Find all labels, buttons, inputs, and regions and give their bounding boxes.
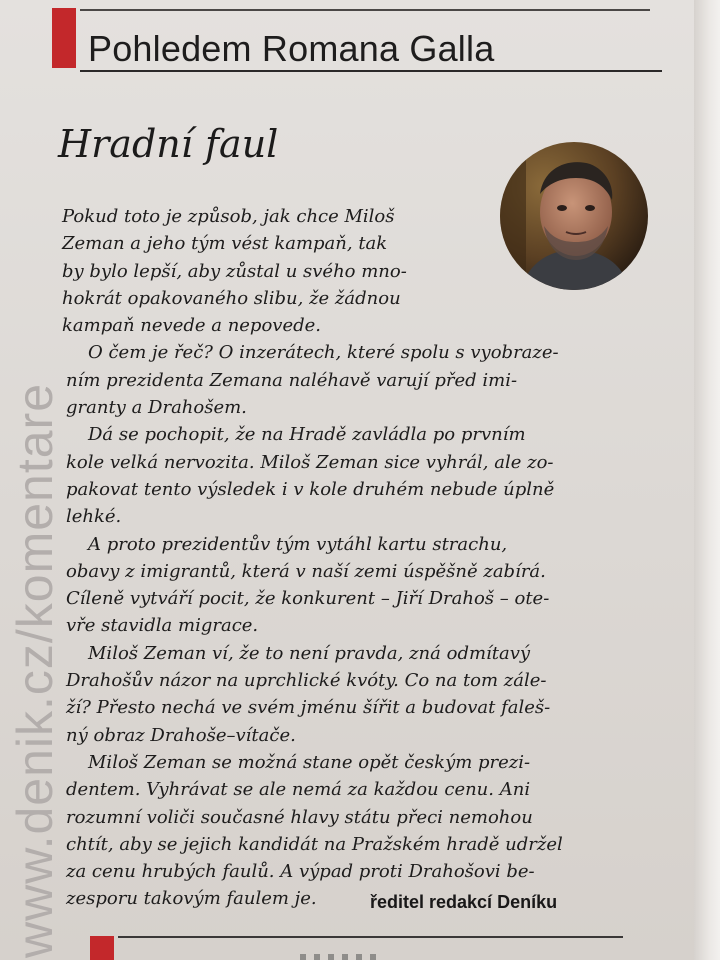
top-divider — [80, 9, 650, 11]
article-line: zesporu takovým faulem je. — [66, 888, 317, 909]
column-title: Pohledem Romana Galla — [88, 28, 495, 69]
article-line: za cenu hrubých faulů. A výpad proti Drahošovi be- — [66, 861, 535, 882]
section-marker — [52, 8, 76, 68]
article-line: kampaň nevede a nepovede. — [62, 315, 322, 336]
article-line: Dá se pochopit, že na Hradě zavládla po prvním — [88, 424, 526, 445]
article-line: Pokud toto je způsob, jak chce Miloš — [62, 206, 395, 227]
article-line: Zeman a jeho tým vést kampaň, tak — [62, 233, 388, 254]
article-line: rozumní voliči současné hlavy státu přeci nemohou — [66, 807, 533, 828]
article-line: obavy z imigrantů, která v naší zemi úspěšně zabírá. — [66, 561, 546, 582]
article-line: vře stavidla migrace. — [66, 615, 259, 636]
sidebar-url: www.denik.cz/komentare — [7, 382, 63, 958]
article-line: pakovat tento výsledek i v kole druhém nebude úplně — [66, 479, 555, 500]
header-divider — [80, 70, 662, 72]
article-line: Drahošův názor na uprchlické kvóty. Co na tom zále- — [66, 670, 547, 691]
article-line: hokrát opakovaného slibu, že žádnou — [62, 288, 401, 309]
article-line: Miloš Zeman se možná stane opět českým prezi- — [88, 752, 531, 773]
bottom-divider — [118, 936, 623, 938]
article-line: A proto prezidentův tým vytáhl kartu strachu, — [88, 534, 508, 555]
next-headline-fragment — [300, 954, 380, 960]
article-line: chtít, aby se jejich kandidát na Pražském hradě udržel — [66, 834, 563, 855]
article-line: by bylo lepší, aby zůstal u svého mno- — [62, 261, 407, 282]
article-headline: Hradní faul — [58, 122, 279, 166]
article-line: kole velká nervozita. Miloš Zeman sice vyhrál, ale zo- — [66, 452, 554, 473]
article-line: Cíleně vytváří pocit, že konkurent – Jiří Drahoš – ote- — [66, 588, 550, 609]
page-edge — [694, 0, 720, 960]
article-line: ný obraz Drahoše–vítače. — [66, 725, 296, 746]
article-line: granty a Drahošem. — [66, 397, 247, 418]
next-section-marker — [90, 936, 114, 960]
article-line: Miloš Zeman ví, že to není pravda, zná odmítavý — [88, 643, 531, 664]
author-byline: ředitel redakcí Deníku — [370, 892, 558, 912]
article-line: ním prezidenta Zemana naléhavě varují před imi- — [66, 370, 518, 391]
article-line: dentem. Vyhrávat se ale nemá za každou cenu. Ani — [66, 779, 531, 800]
article-line: lehké. — [66, 506, 122, 527]
author-photo — [500, 142, 648, 290]
article-line: O čem je řeč? O inzerátech, které spolu s vyobraze- — [88, 342, 559, 363]
article-line: ží? Přesto nechá ve svém jménu šířit a budovat faleš- — [66, 697, 551, 718]
